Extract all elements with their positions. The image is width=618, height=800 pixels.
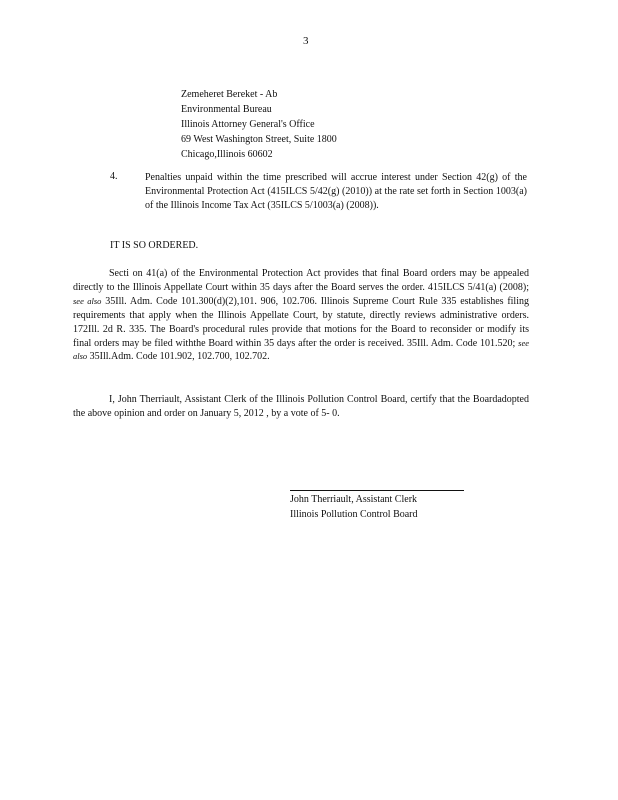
page-number: 3	[303, 35, 309, 47]
certification-paragraph	[73, 393, 529, 421]
address-line-city: Chicago,Illinois 60602	[181, 149, 273, 160]
signer-organization: Illinois Pollution Control Board	[290, 509, 418, 520]
appeal-text-part1: Secti on 41(a) of the Environmental Protection Act provides that final Board orders may be appealed directly to the Illinois Appellate Court within 35 days after the Board serves the order. 415ILCS 5/41(a) (2008);	[73, 268, 529, 293]
signer-name: John Therriault, Assistant Clerk	[290, 494, 418, 505]
certification-text: I, John Therriault, Assistant Clerk of the Illinois Pollution Control Board, certify that the Boardadopted the above opinion and order on January 5, 2012 , by a vote of 5- 0.	[73, 394, 529, 419]
appeal-text-part2: 35Ill. Adm. Code 101.300(d)(2),101. 906, 102.706. Illinois Supreme Court Rule 335 establishes filing requirements that apply when the Illinois Appellate Court, by statute, directly reviews administrative orders. 172Ill. 2d R. 335. The Board's procedural rules provide that motions for the Board to reconsider or modify its final orders may be filed withthe Board within 35 days after the order is received. 35Ill. Adm. Code 101.520;	[73, 295, 529, 349]
address-line-office: Illinois Attorney General's Office	[181, 119, 315, 130]
address-block	[181, 87, 337, 162]
address-line-bureau: Environmental Bureau	[181, 104, 272, 115]
address-line-street: 69 West Washington Street, Suite 1800	[181, 134, 337, 145]
signature-line	[290, 490, 464, 491]
see-also-citation: see also	[73, 337, 529, 362]
appeal-text-part3: 35Ill.Adm. Code 101.902, 102.700, 102.702.	[89, 351, 270, 363]
appeal-paragraph	[73, 267, 529, 364]
address-line-name: Zemeheret Bereket - Ab	[181, 89, 278, 100]
ordered-statement: IT IS SO ORDERED.	[110, 240, 199, 251]
signature-block	[290, 492, 418, 522]
item-text: Penalties unpaid within the time prescribed will accrue interest under Section 42(g) of the Environmental Protection Act (415ILCS 5/42(g) (2010)) at the rate set forth in Section 1003(a) of the Illinois Income Tax Act (35ILCS 5/1003(a) (2008)).	[145, 172, 527, 211]
item-number: 4.	[110, 171, 118, 182]
see-also-citation: see also	[73, 295, 102, 306]
